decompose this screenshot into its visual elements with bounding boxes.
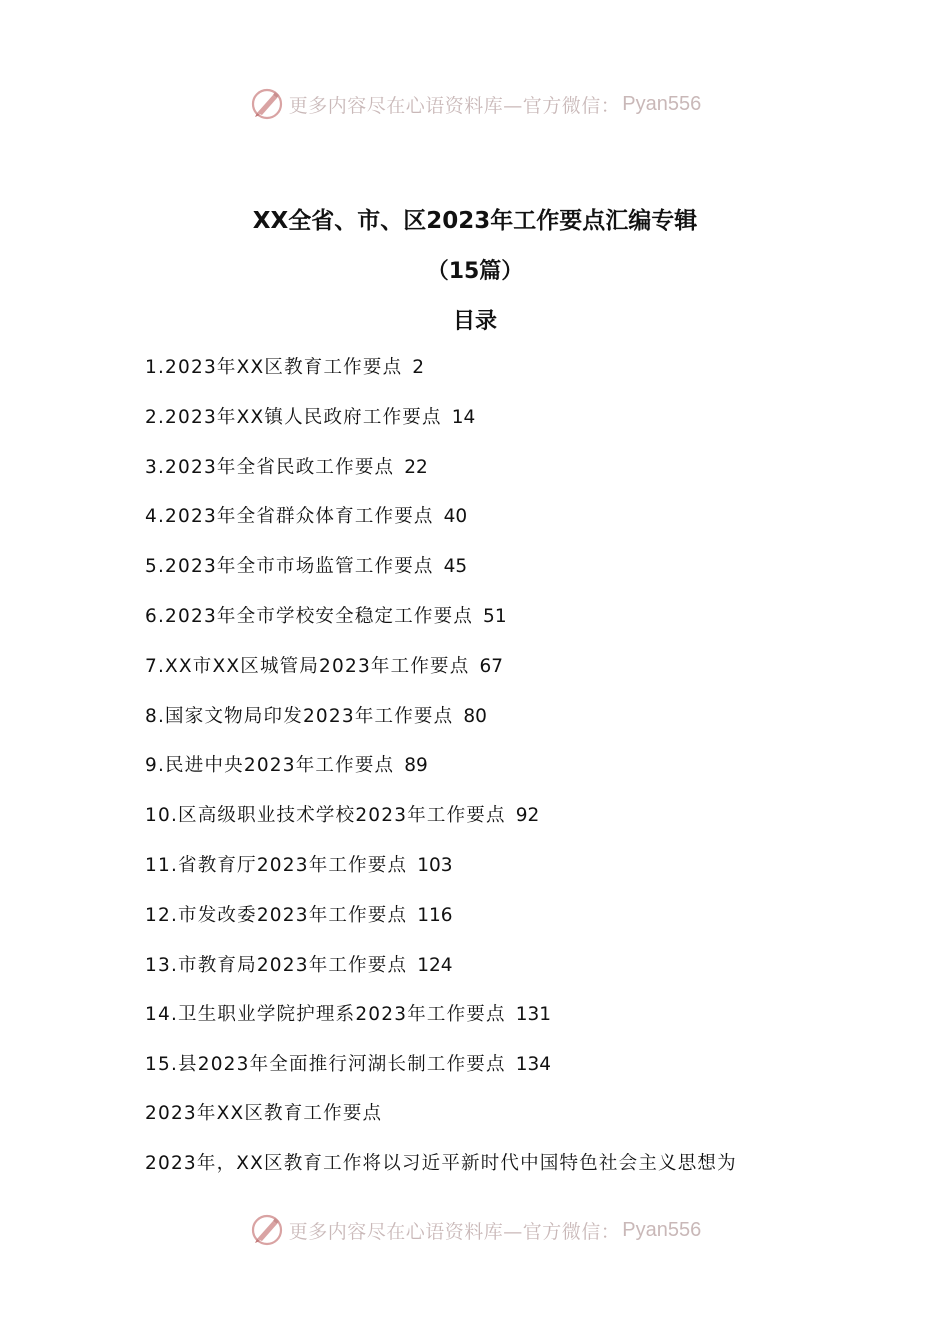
toc-entry[interactable]: [145, 701, 551, 751]
toc-entry-page: 134: [515, 1054, 552, 1076]
banner-wechat-handle: Pyan556: [622, 92, 702, 115]
toc-entry[interactable]: [145, 900, 551, 950]
toc-entry-page: 124: [417, 954, 453, 976]
toc-entry[interactable]: [145, 501, 551, 551]
footer-watermark-banner: [0, 1208, 950, 1252]
toc-entry-label: 5.2023年全市市场监管工作要点: [145, 556, 434, 578]
toc-entry-label: 14.卫生职业学院护理系2023年工作要点: [145, 1004, 506, 1026]
toc-entry-page: 51: [483, 605, 507, 627]
toc-entry[interactable]: [145, 750, 551, 800]
toc-entry-label: 4.2023年全省群众体育工作要点: [145, 506, 434, 528]
toc-entry-label: 9.民进中央2023年工作要点: [145, 755, 395, 777]
toc-entry[interactable]: [145, 999, 551, 1049]
toc-entry-page: 80: [463, 705, 487, 727]
banner-text: 更多内容尽在心语资料库—官方微信：: [288, 94, 621, 117]
table-of-contents: [145, 352, 551, 1099]
toc-entry[interactable]: [145, 651, 551, 701]
pen-logo-icon: [249, 1212, 285, 1248]
toc-entry-label: 3.2023年全省民政工作要点: [145, 456, 395, 478]
banner-text: 更多内容尽在心语资料库—官方微信：: [288, 1220, 621, 1243]
toc-entry-page: 89: [404, 755, 428, 777]
toc-entry-label: 6.2023年全市学校安全稳定工作要点: [145, 605, 474, 627]
toc-entry-page: 45: [443, 556, 468, 578]
toc-entry-label: 8.国家文物局印发2023年工作要点: [145, 705, 454, 727]
toc-entry[interactable]: [145, 1049, 551, 1099]
toc-entry[interactable]: [145, 452, 551, 502]
toc-entry-label: 13.市教育局2023年工作要点: [145, 954, 408, 976]
toc-entry[interactable]: [145, 551, 551, 601]
document-subtitle: （15篇）: [426, 259, 524, 284]
toc-entry-label: 1.2023年XX区教育工作要点: [145, 357, 403, 378]
toc-entry-page: 2: [412, 357, 425, 378]
toc-entry[interactable]: [145, 352, 551, 402]
toc-entry-label: 2.2023年XX镇人民政府工作要点: [145, 406, 442, 428]
toc-heading: 目录: [452, 309, 497, 334]
toc-entry[interactable]: [145, 601, 551, 651]
toc-entry-page: 92: [515, 805, 540, 827]
toc-entry-page: 131: [515, 1004, 552, 1026]
toc-entry[interactable]: [145, 850, 551, 900]
header-watermark-banner: [0, 82, 950, 126]
body-paragraph: 2023年，XX区教育工作将以习近平新时代中国特色社会主义思想为: [145, 1153, 737, 1174]
toc-entry-label: 7.XX市XX区城管局2023年工作要点: [145, 655, 470, 677]
toc-entry[interactable]: [145, 950, 551, 1000]
toc-entry-page: 67: [479, 655, 503, 677]
toc-entry-page: 103: [417, 854, 453, 876]
toc-entry-label: 12.市发改委2023年工作要点: [145, 904, 408, 926]
document-title: XX全省、市、区2023年工作要点汇编专辑: [252, 208, 698, 234]
toc-entry-page: 40: [443, 506, 468, 528]
toc-entry-page: 14: [451, 406, 476, 428]
section-heading: 2023年XX区教育工作要点: [145, 1103, 383, 1124]
toc-entry[interactable]: [145, 402, 551, 452]
toc-entry-label: 15.县2023年全面推行河湖长制工作要点: [145, 1054, 506, 1076]
toc-entry-label: 10.区高级职业技术学校2023年工作要点: [145, 805, 506, 827]
banner-wechat-handle: Pyan556: [622, 1218, 702, 1241]
toc-entry-page: 116: [417, 904, 453, 926]
toc-entry-label: 11.省教育厅2023年工作要点: [145, 854, 408, 876]
toc-entry-page: 22: [404, 456, 428, 478]
pen-logo-icon: [249, 86, 285, 122]
toc-entry[interactable]: [145, 800, 551, 850]
